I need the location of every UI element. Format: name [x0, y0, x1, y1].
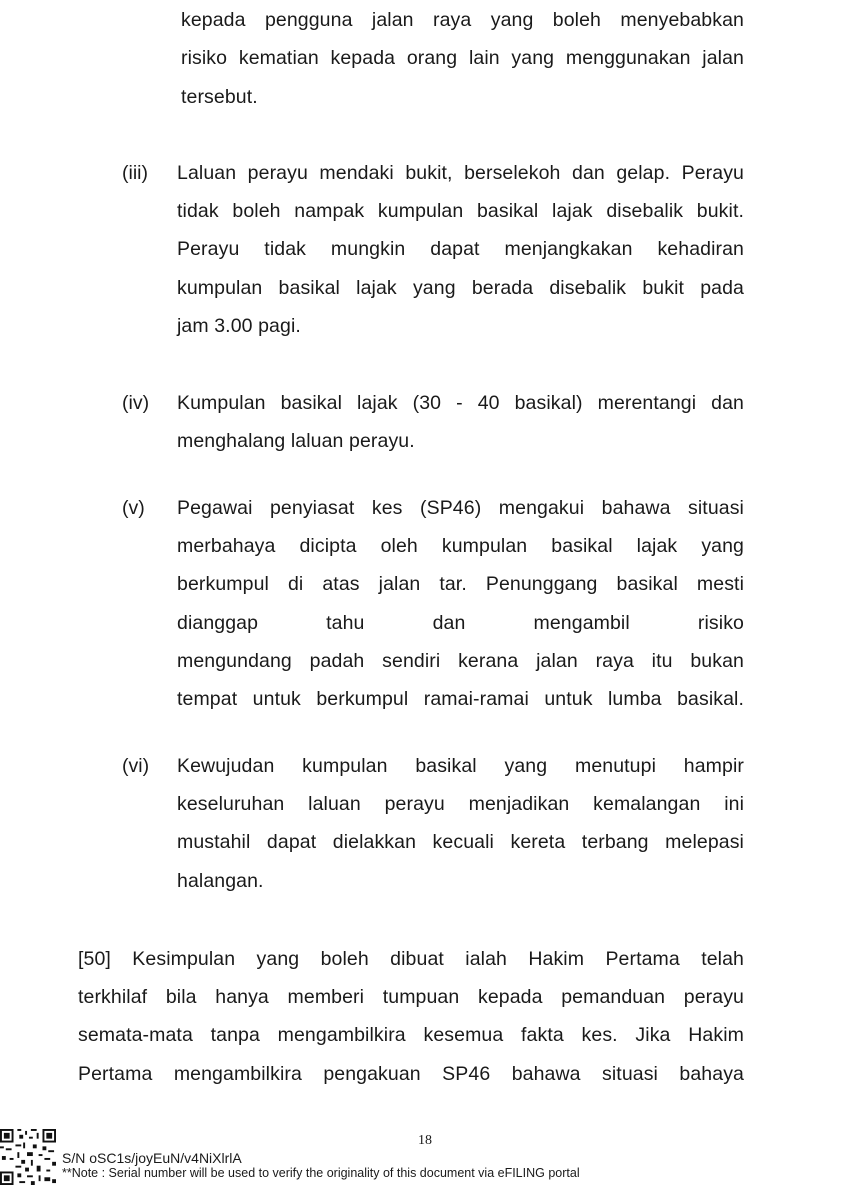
item-line: berkumpul di atas jalan tar. Penunggang basikal mesti [177, 573, 744, 595]
item-line: jam 3.00 pagi. [177, 315, 301, 337]
paragraph-line: semata-mata tanpa mengambilkira kesemua fakta kes. Jika Hakim [78, 1024, 744, 1046]
item-line: tempat untuk berkumpul ramai-ramai untuk lumba basikal. [177, 688, 744, 710]
paragraph-line: terkhilaf bila hanya memberi tumpuan kepada pemanduan perayu [78, 986, 744, 1008]
serial-number: S/N oSC1s/joyEuN/v4NiXlrlA [62, 1150, 242, 1166]
item-number: (iv) [122, 392, 150, 414]
item-line: Perayu tidak mungkin dapat menjangkakan kehadiran [177, 238, 744, 260]
paragraph-line: [50] Kesimpulan yang boleh dibuat ialah Hakim Pertama telah [78, 948, 744, 970]
item-line: dianggap tahu dan mengambil risiko [177, 612, 744, 634]
item-number: (v) [122, 497, 145, 519]
continuation-line: risiko kematian kepada orang lain yang menggunakan jalan [181, 47, 744, 69]
item-line: keseluruhan laluan perayu menjadikan kemalangan ini [177, 793, 744, 815]
item-line: Kewujudan kumpulan basikal yang menutupi hampir [177, 755, 744, 777]
item-line: mustahil dapat dielakkan kecuali kereta terbang melepasi [177, 831, 744, 853]
item-line: Kumpulan basikal lajak (30 - 40 basikal) merentangi dan [177, 392, 744, 414]
item-line: mengundang padah sendiri kerana jalan raya itu bukan [177, 650, 744, 672]
paragraph-line: Pertama mengambilkira pengakuan SP46 bahawa situasi bahaya [78, 1063, 744, 1085]
item-line: Laluan perayu mendaki bukit, berselekoh dan gelap. Perayu [177, 162, 744, 184]
item-line: Pegawai penyiasat kes (SP46) mengakui bahawa situasi [177, 497, 744, 519]
item-line: menghalang laluan perayu. [177, 430, 415, 452]
continuation-line: kepada pengguna jalan raya yang boleh menyebabkan [181, 9, 744, 31]
item-line: halangan. [177, 870, 264, 892]
item-line: kumpulan basikal lajak yang berada disebalik bukit pada [177, 277, 744, 299]
item-number: (vi) [122, 755, 150, 777]
item-line: merbahaya dicipta oleh kumpulan basikal lajak yang [177, 535, 744, 557]
item-line: tidak boleh nampak kumpulan basikal lajak disebalik bukit. [177, 200, 744, 222]
footer-note: **Note : Serial number will be used to verify the originality of this document via eFILING portal [62, 1166, 580, 1180]
item-number: (iii) [122, 162, 148, 184]
page-number: 18 [418, 1133, 432, 1148]
continuation-line: tersebut. [181, 86, 258, 108]
